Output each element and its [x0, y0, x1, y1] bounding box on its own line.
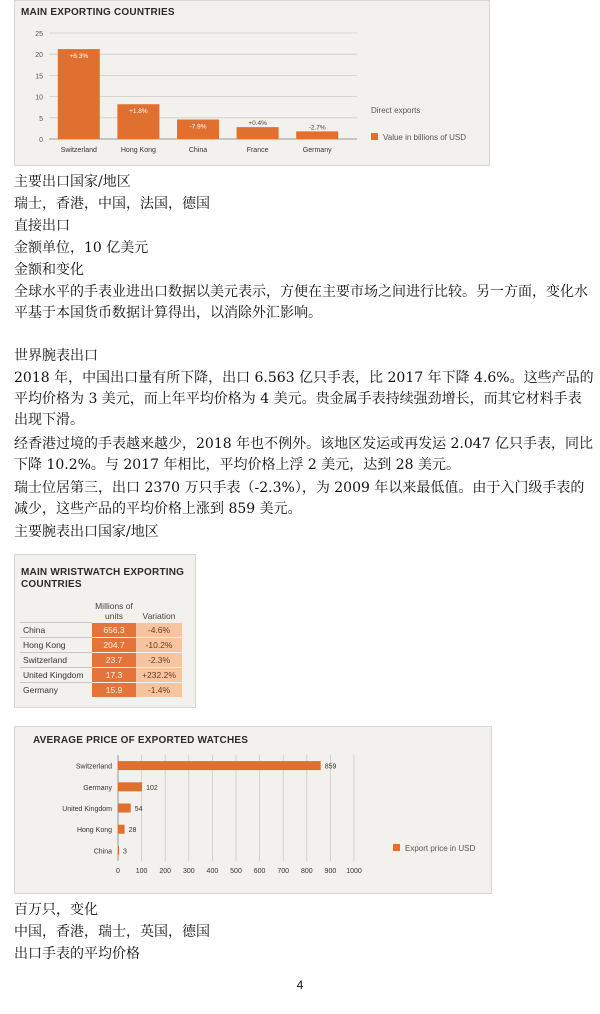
text1-line5: 金额和变化	[14, 262, 84, 278]
wristwatch-table	[20, 596, 182, 697]
text1-line1: 主要出口国家/地区	[14, 174, 131, 190]
table-row	[20, 682, 182, 697]
data-label: +6.3%	[69, 53, 89, 61]
table-cell-units: 17.3	[92, 667, 136, 682]
table-cell-units: 23.7	[92, 652, 136, 667]
bar	[237, 127, 279, 139]
table-row	[20, 667, 182, 682]
bar	[118, 782, 142, 791]
data-label: 102	[146, 784, 158, 792]
table-cell-country: Hong Kong	[20, 637, 92, 652]
x-tick-label: France	[246, 147, 269, 154]
figure3-title: AVERAGE PRICE OF EXPORTED WATCHES	[33, 735, 249, 746]
data-label: 54	[134, 806, 143, 813]
bar	[118, 846, 119, 855]
table-header-country	[20, 596, 92, 622]
data-label: +1.8%	[129, 108, 148, 116]
y-tick-label: 5	[39, 115, 43, 123]
y-tick-label: Switzerland	[75, 763, 112, 771]
text1-line3: 直接出口	[14, 218, 70, 234]
x-tick-label: China	[188, 147, 208, 154]
y-tick-label: 0	[39, 137, 43, 144]
x-tick-label: Hong Kong	[120, 147, 156, 154]
data-label: 3	[123, 848, 127, 856]
x-tick-label: 400	[206, 868, 219, 875]
table-cell-units: 204.7	[92, 637, 136, 652]
table-row	[20, 622, 182, 637]
figure2-title-line2: COUNTRIES	[21, 579, 82, 590]
text3-line3: 出口手表的平均价格	[14, 946, 140, 962]
table-header-variation: Variation	[142, 610, 176, 621]
data-label: -2.7%	[308, 124, 326, 132]
x-tick-label: 200	[159, 868, 172, 875]
bar	[118, 825, 125, 834]
figure1-title: MAIN EXPORTING COUNTRIES	[21, 7, 175, 18]
y-tick-label: 10	[35, 94, 43, 102]
text2-heading: 世界腕表出口	[14, 348, 98, 364]
figure2-title-line1: MAIN WRISTWATCH EXPORTING	[21, 567, 185, 578]
bar	[118, 804, 131, 813]
table-cell-variation: -10.2%	[136, 637, 182, 652]
table-cell-country: Switzerland	[20, 652, 92, 667]
text2-paragraph2: 经香港过境的手表越来越少，2018 年也不例外。该地区发运或再发运 2.047 亿只手表，同比下降 10.2%。与 2017 年相比，平均价格上浮 2 美元，达到 28 美元。	[14, 436, 594, 473]
bar	[118, 761, 321, 770]
bar	[58, 49, 100, 139]
y-tick-label: Hong Kong	[76, 827, 112, 835]
x-tick-label: Switzerland	[60, 147, 97, 154]
table-cell-country: United Kingdom	[20, 667, 92, 682]
y-tick-label: United Kingdom	[62, 806, 112, 813]
text3-line1: 百万只，变化	[14, 902, 98, 918]
table-cell-variation: -4.6%	[136, 622, 182, 637]
x-tick-label: 0	[116, 868, 120, 875]
table-cell-variation: -1.4%	[136, 682, 182, 697]
x-tick-label: 300	[182, 868, 195, 875]
x-tick-label: 600	[253, 868, 266, 875]
table-row	[20, 652, 182, 667]
legend-swatch	[393, 844, 400, 851]
table-cell-variation: -2.3%	[136, 652, 182, 667]
bar	[296, 131, 338, 139]
text1-line2: 瑞士，香港，中国，法国，德国	[14, 196, 210, 212]
table-cell-units: 15.9	[92, 682, 136, 697]
average-price-chart	[14, 726, 492, 894]
chart1-svg	[15, 1, 490, 166]
main-exporting-countries-chart	[14, 0, 490, 166]
legend-swatch	[371, 133, 378, 140]
page-number: 4	[296, 978, 304, 992]
y-tick-label: 20	[35, 52, 43, 60]
x-tick-label: 1000	[346, 868, 362, 875]
y-tick-label: Germany	[83, 784, 112, 792]
x-tick-label: Germany	[302, 147, 332, 154]
table-cell-variation: +232.2%	[136, 667, 182, 682]
legend-label: Value in billions of USD	[383, 133, 467, 142]
text1-paragraph: 全球水平的手表业进出口数据以美元表示，方便在主要市场之间进行比较。另一方面，变化水平基于本国货币数据计算得出，以消除外汇影响。	[14, 284, 588, 321]
chart3-svg	[15, 727, 492, 894]
data-label: 28	[128, 827, 137, 835]
legend-heading: Direct exports	[371, 106, 421, 115]
table-cell-units: 656.3	[92, 622, 136, 637]
data-label: -7.9%	[189, 123, 207, 131]
data-label: +0.4%	[248, 120, 267, 128]
y-tick-label: China	[93, 848, 112, 856]
x-tick-label: 100	[135, 868, 148, 875]
text2-paragraph1: 2018 年，中国出口量有所下降，出口 6.563 亿只手表，比 2017 年下降 4.6%。这些产品的平均价格为 3 美元，而上年平均价格为 4 美元。贵金属手表持续强劲增长，而其它材料手表出现下滑。	[14, 370, 594, 428]
table-header-row	[20, 596, 182, 622]
y-tick-label: 15	[35, 73, 43, 81]
text3-line2: 中国，香港，瑞士，英国，德国	[14, 924, 210, 940]
x-tick-label: 900	[324, 868, 337, 875]
text2-paragraph3: 瑞士位居第三，出口 2370 万只手表（-2.3%），为 2009 年以来最低值。由于入门级手表的减少，这些产品的平均价格上涨到 859 美元。	[14, 480, 585, 517]
table-cell-country: China	[20, 622, 92, 637]
legend-label: Export price in USD	[405, 844, 476, 853]
table-row	[20, 637, 182, 652]
x-tick-label: 500	[230, 868, 242, 875]
data-label: 859	[324, 763, 337, 771]
x-tick-label: 700	[277, 868, 290, 875]
text2-caption: 主要腕表出口国家/地区	[14, 524, 159, 540]
table-cell-country: Germany	[20, 682, 92, 697]
y-tick-label: 25	[35, 31, 43, 38]
table-header-units: Millions of units	[95, 600, 133, 621]
text1-line4: 金额单位，10 亿美元	[14, 240, 149, 256]
x-tick-label: 800	[300, 868, 313, 875]
